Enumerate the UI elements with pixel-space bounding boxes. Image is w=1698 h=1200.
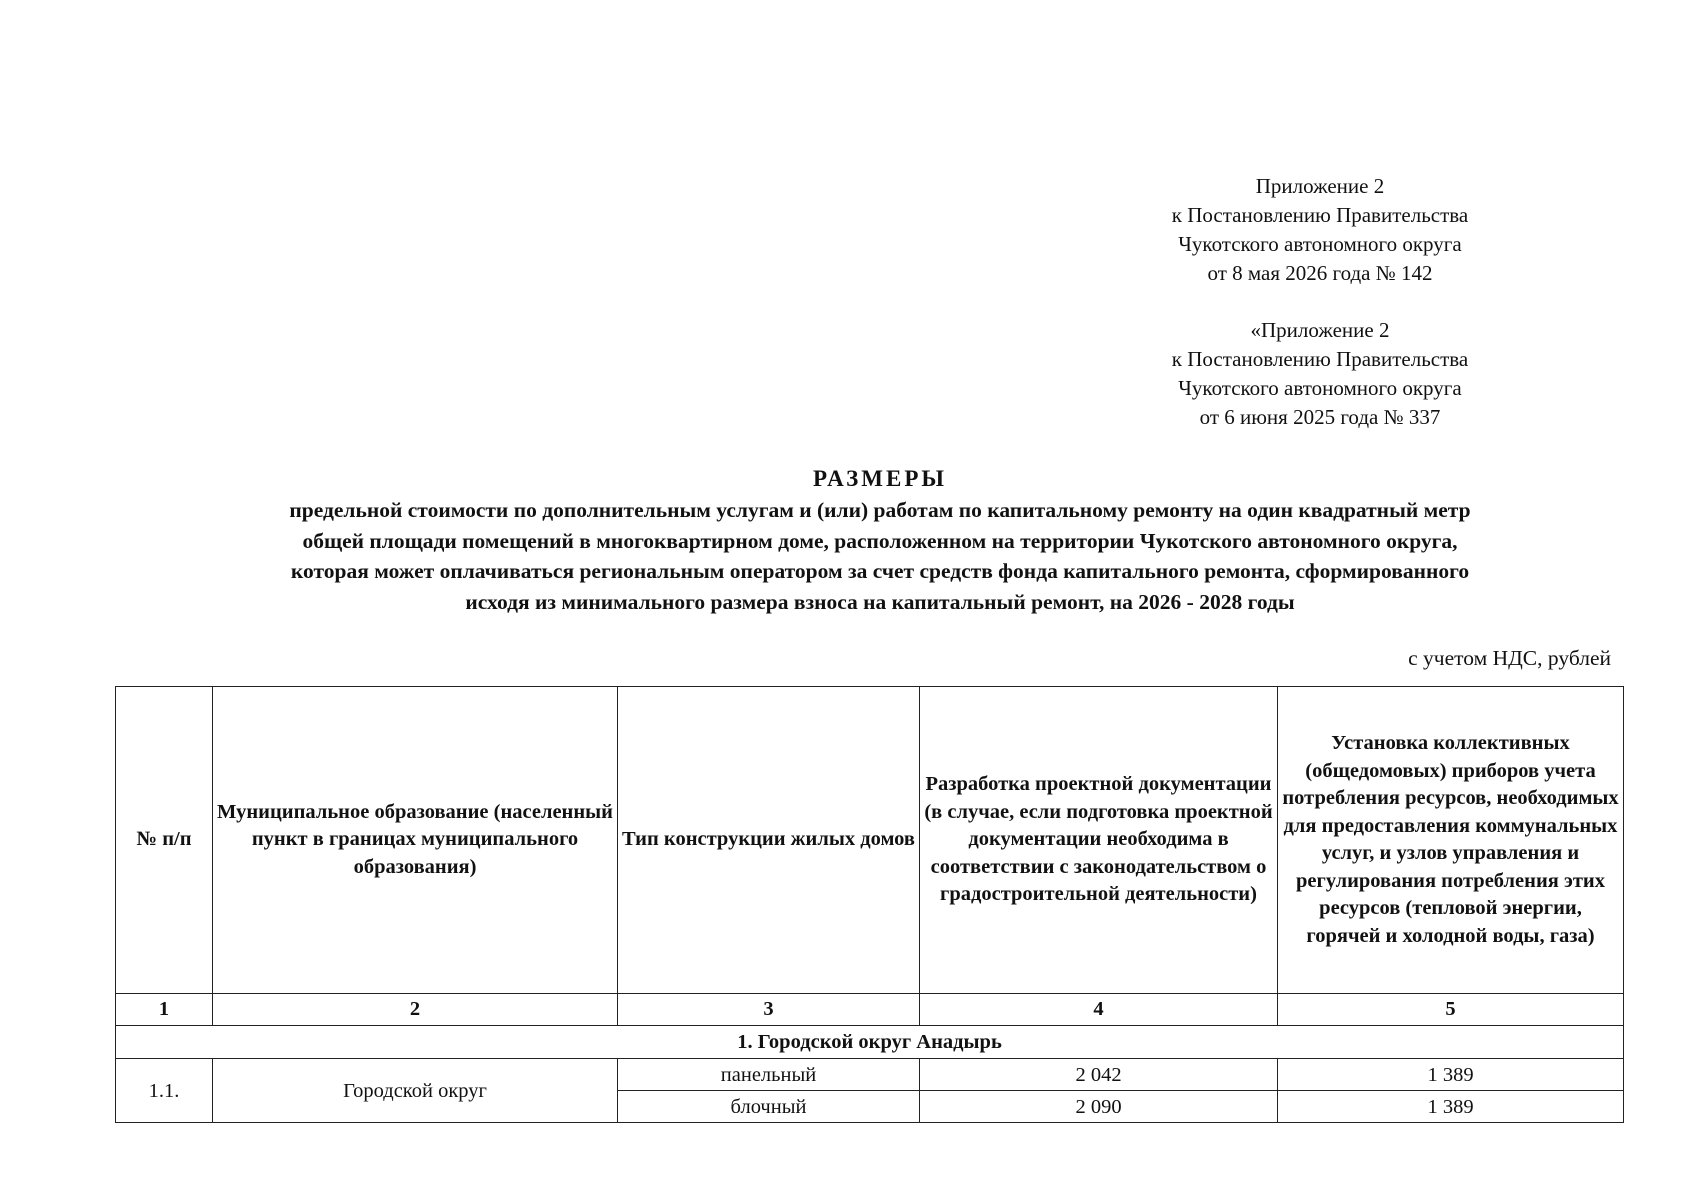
column-number-row: [116, 994, 1624, 1026]
appendix-line: Приложение 2: [1255, 174, 1385, 198]
appendix-line: Чукотского автономного округа: [1178, 376, 1462, 400]
appendix-amended-reference: [1130, 316, 1510, 432]
units-note: с учетом НДС, рублей: [1408, 646, 1611, 670]
appendix-line: «Приложение 2: [1250, 318, 1390, 342]
metering-cost-cell: 1 389: [1278, 1059, 1624, 1091]
table-row: [116, 1059, 1624, 1091]
subtitle-line: предельной стоимости по дополнительным услугам и (или) работам по капитальному ремонту на один квадратный метр: [289, 498, 1471, 522]
subtitle-line: исходя из минимального размера взноса на капитальный ремонт, на 2026 - 2028 годы: [465, 589, 1295, 614]
column-header-number: № п/п: [116, 687, 213, 994]
column-number: 1: [116, 994, 213, 1026]
appendix-line: Чукотского автономного округа: [1178, 232, 1462, 256]
subtitle-line: общей площади помещений в многоквартирном доме, расположенном на территории Чукотского автономного округа,: [302, 528, 1458, 553]
appendix-line: к Постановлению Правительства: [1171, 203, 1469, 227]
design-cost-cell: 2 042: [920, 1059, 1278, 1091]
building-type-cell: блочный: [618, 1091, 920, 1123]
document-subtitle: [90, 495, 1670, 617]
section-row: [116, 1026, 1624, 1059]
column-number: 2: [213, 994, 618, 1026]
metering-cost-cell: 1 389: [1278, 1091, 1624, 1123]
document-title: РАЗМЕРЫ: [813, 466, 947, 491]
column-number: 5: [1278, 994, 1624, 1026]
cost-table: [115, 686, 1624, 1123]
column-number: 3: [618, 994, 920, 1026]
appendix-line: от 6 июня 2025 года № 337: [1199, 405, 1441, 429]
column-header-metering-devices: Установка коллективных (общедомовых) приборов учета потребления ресурсов, необходимых для предоставления коммунальных услуг, и узлов управления и регулирования потребления этих ресурсов (тепловой энергии, горячей и холодной воды, газа): [1278, 687, 1624, 994]
column-header-building-type: Тип конструкции жилых домов: [618, 687, 920, 994]
column-number: 4: [920, 994, 1278, 1026]
entry-number: 1.1.: [116, 1059, 213, 1123]
entry-municipality: Городской округ: [213, 1059, 618, 1123]
design-cost-cell: 2 090: [920, 1091, 1278, 1123]
appendix-line: к Постановлению Правительства: [1171, 347, 1469, 371]
subtitle-line: которая может оплачиваться региональным оператором за счет средств фонда капитального ремонта, сформированного: [290, 559, 1470, 583]
column-header-design-documentation: Разработка проектной документации (в случае, если подготовка проектной документации необходима в соответствии с законодательством о градостроительной деятельности): [920, 687, 1278, 994]
column-header-municipality: Муниципальное образование (населенный пункт в границах муниципального образования): [213, 687, 618, 994]
table-header-row: [116, 687, 1624, 994]
appendix-line: от 8 мая 2026 года № 142: [1207, 261, 1433, 285]
appendix-current-reference: [1130, 172, 1510, 288]
building-type-cell: панельный: [618, 1059, 920, 1091]
section-title: 1. Городской округ Анадырь: [116, 1026, 1624, 1059]
document-heading: [90, 464, 1670, 617]
